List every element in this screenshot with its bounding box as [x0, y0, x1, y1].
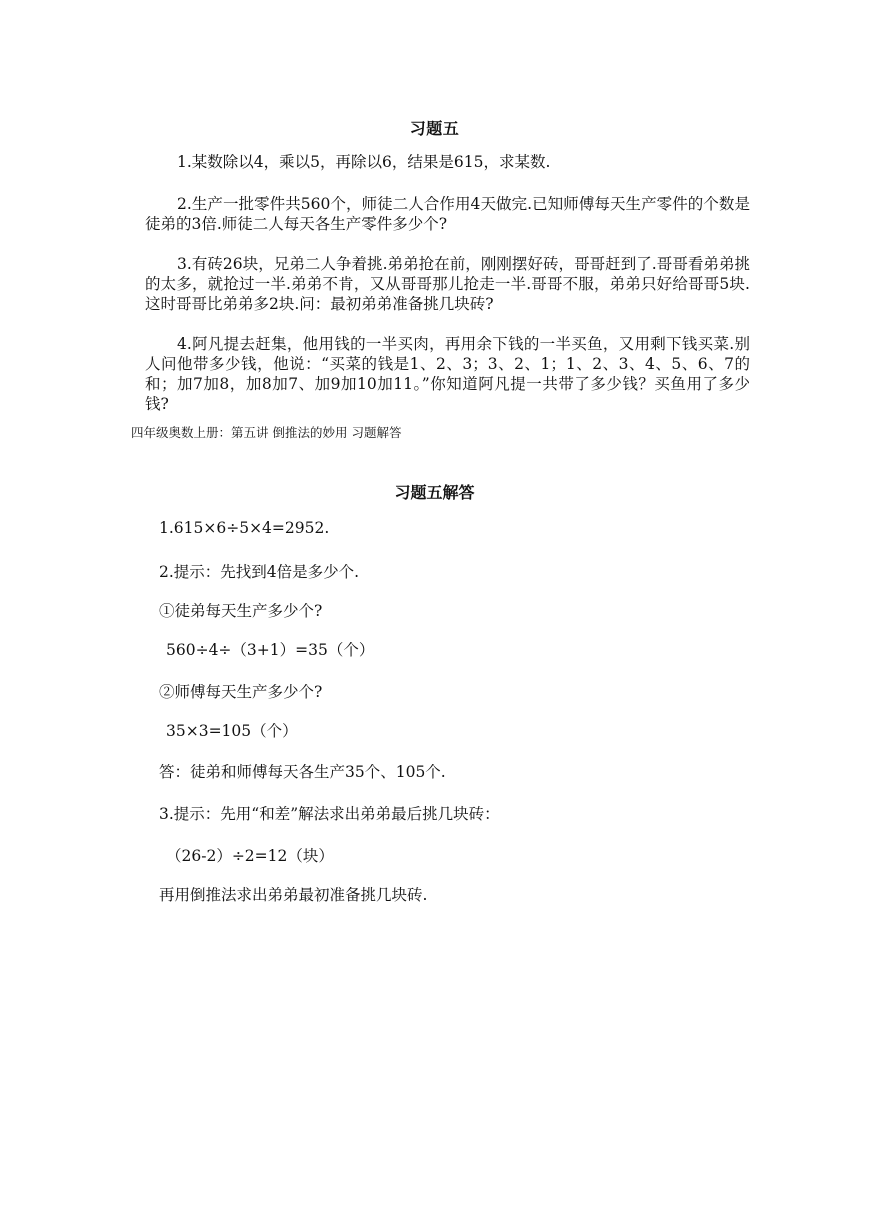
answer-1: 1.615×6÷5×4=2952. — [159, 519, 330, 537]
answer-2-formula-1: 560÷4÷（3+1）=35（个） — [166, 641, 375, 659]
answer-3-formula: （26-2）÷2=12（块） — [166, 847, 334, 865]
answer-2-hint: 2.提示：先找到4倍是多少个. — [159, 563, 360, 581]
source-line: 四年级奥数上册：第五讲 倒推法的妙用 习题解答 — [131, 425, 402, 440]
answer-2-step-1: ①徒弟每天生产多少个? — [159, 602, 323, 620]
exercise-title: 习题五 — [409, 119, 460, 138]
answer-2-step-2: ②师傅每天生产多少个? — [159, 683, 323, 701]
problem-1: 1.某数除以4，乘以5，再除以6，结果是615，求某数. — [177, 153, 551, 171]
answer-3-hint: 3.提示：先用“和差”解法求出弟弟最后挑几块砖： — [159, 805, 500, 823]
answer-3-next-step: 再用倒推法求出弟弟最初准备挑几块砖. — [159, 886, 428, 904]
answer-2-formula-2: 35×3=105（个） — [166, 722, 298, 740]
problem-2: 2.生产一批零件共560个，师徒二人合作用4天做完.已知师傅每天生产零件的个数是徒弟的3倍.师徒二人每天各生产零件多少个? — [145, 195, 750, 233]
answer-2-conclusion: 答：徒弟和师傅每天各生产35个、105个. — [159, 763, 446, 781]
problem-4: 4.阿凡提去赶集，他用钱的一半买肉，再用余下钱的一半买鱼，又用剩下钱买菜.别人问他带多少钱，他说：“买菜的钱是1、2、3；3、2、1；1、2、3、4、5、6、7的和；加7加8，加8加7、加9加10加11。”你知道阿凡提一共带了多少钱？买鱼用了多少钱? — [145, 335, 750, 413]
problem-3: 3.有砖26块，兄弟二人争着挑.弟弟抢在前，刚刚摆好砖，哥哥赶到了.哥哥看弟弟挑的太多，就抢过一半.弟弟不肯，又从哥哥那儿抢走一半.哥哥不服，弟弟只好给哥哥5块.这时哥哥比弟弟多2块.问：最初弟弟准备挑几块砖? — [145, 255, 750, 313]
answer-title: 习题五解答 — [394, 483, 475, 502]
